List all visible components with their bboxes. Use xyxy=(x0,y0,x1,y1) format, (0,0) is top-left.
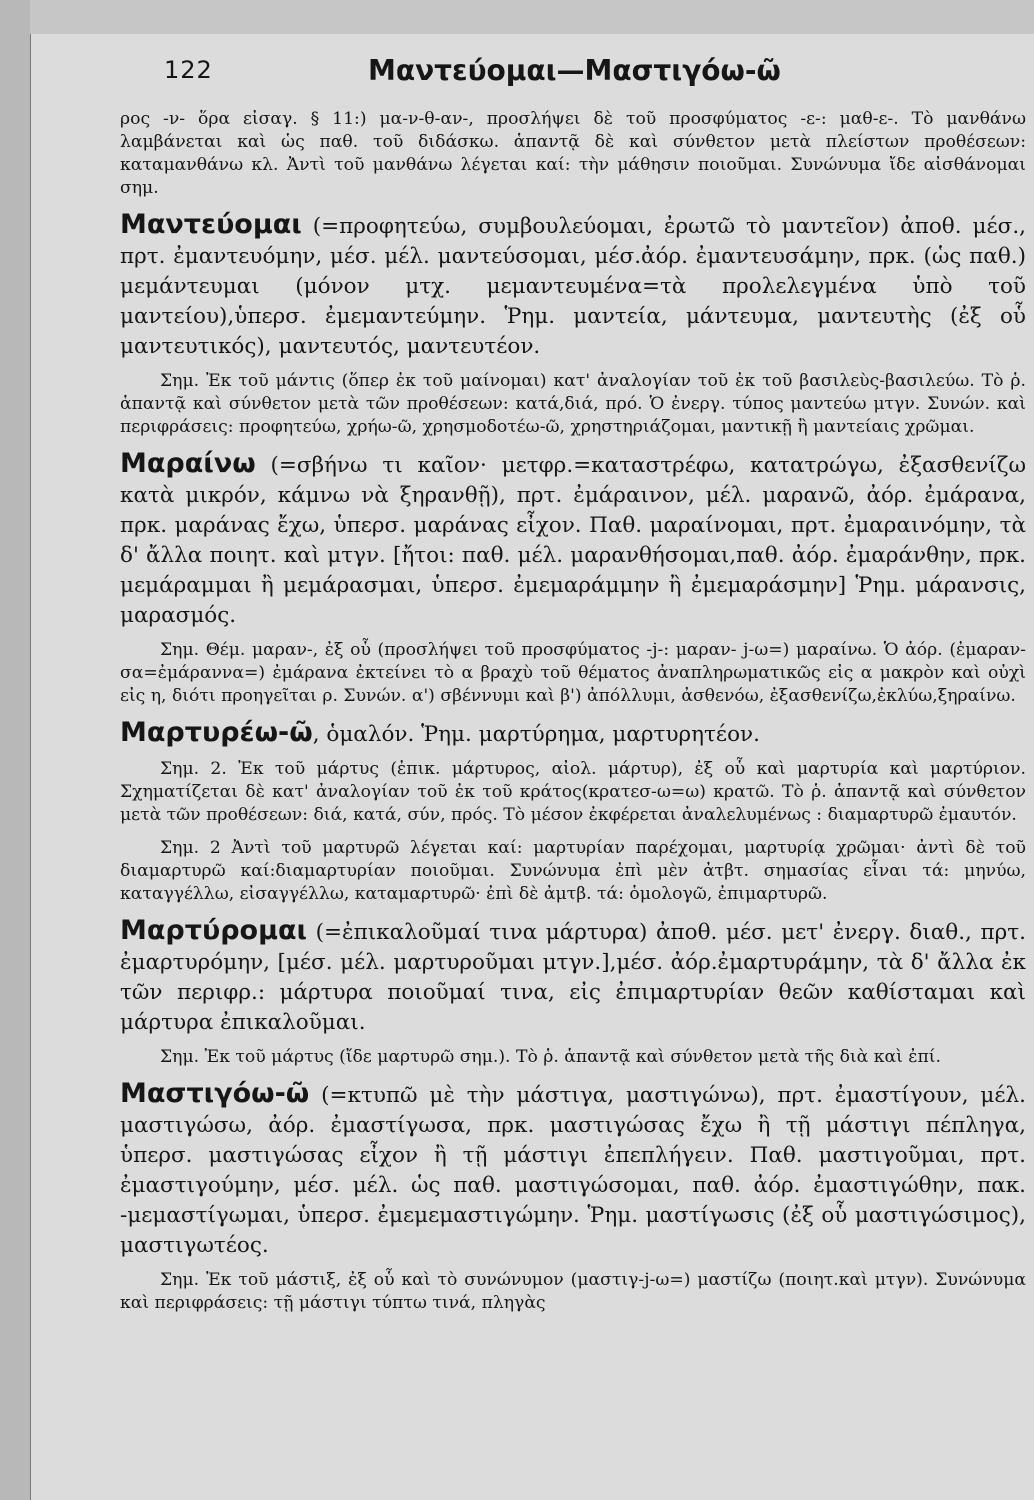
scan-left-margin xyxy=(0,0,30,1500)
entry-note: Σημ. Θέμ. μαραν-, ἐξ οὗ (προσλήψει τοῦ προσφύματος -j-: μαραν- j-ω=) μαραίνω. Ὁ ἀόρ. (ἐμαραν-σα=ἐμάραννα=) ἐμάρανα ἐκτείνει τὸ α βραχὺ τοῦ θέματος ἀναπληρωματικῶς εἰς α μακρὸν καὶ οὐχὶ εἰς η, διότι προηγεῖται ρ. Συνών. α') σβέννυμι καὶ β') ἀπόλλυμι, ἀσθενόω, ἐξασθενίζω,ἐκλύω,ξηραίνω. xyxy=(120,640,1026,706)
page-number: 122 xyxy=(164,56,213,84)
entry-definition: (=ἐπικαλοῦμαί τινα μάρτυρα) ἀποθ. μέσ. μετ' ἐνεργ. διαθ., πρτ. ἐμαρτυρόμην, [μέσ. μέλ. μαρτυροῦμαι μτγν.],μέσ. ἀόρ.ἐμαρτυράμην, τὰ δ' ἄλλα ἐκ τῶν περιφρ.: μάρτυρα ποιοῦμαί τινα, εἰς ἐπιμαρτυρίαν θεῶν καθίσταμαι καὶ μάρτυρα ἐπικαλοῦμαι. xyxy=(120,920,1026,1035)
dictionary-entry xyxy=(120,1079,1026,1315)
entry-note: Σημ. Ἐκ τοῦ μάστιξ, ἐξ οὗ καὶ τὸ συνώνυμον (μαστιγ-j-ω=) μαστίζω (ποιητ.καὶ μτγν). Συνώνυμα καὶ περιφράσεις: τῇ μάστιγι τύπτω τινά, πληγὰς xyxy=(120,1270,1026,1313)
entry-definition: (=προφητεύω, συμβουλεύομαι, ἐρωτῶ τὸ μαντεῖον) ἀποθ. μέσ., πρτ. ἐμαντευόμην, μέσ. μέλ. μαντεύσομαι, μέσ.ἀόρ. ἐμαντευσάμην, πρκ. (ὡς παθ.) μεμάντευμαι (μόνον μτχ. μεμαντευμένα=τὰ προλελεγμένα ὑπὸ τοῦ μαντείου),ὑπερσ. ἐμεμαντεύμην. Ῥημ. μαντεία, μάντευμα, μαντευτὴς (ἐξ οὗ μαντευτικός), μαντευτός, μαντευτέον. xyxy=(120,214,1026,359)
entry-note: Σημ. Ἐκ τοῦ μάρτυς (ἴδε μαρτυρῶ σημ.). Τὸ ῥ. ἁπαντᾷ καὶ σύνθετον μετὰ τῆς διὰ καὶ ἐπί. xyxy=(160,1047,942,1067)
entry-headword: Μαστιγόω-ῶ xyxy=(120,1078,310,1109)
dictionary-entry xyxy=(120,449,1026,708)
entry-definition: , ὁμαλόν. Ῥημ. μαρτύρημα, μαρτυρητέον. xyxy=(312,722,760,747)
page-content xyxy=(120,46,1026,1325)
dictionary-entry xyxy=(120,916,1026,1069)
entry-text xyxy=(120,718,1026,750)
entry-headword: Μαρτυρέω-ῶ xyxy=(120,717,313,748)
dictionary-entry xyxy=(120,718,1026,906)
entry-text xyxy=(120,916,1026,1038)
entry-text xyxy=(120,210,1026,362)
running-header xyxy=(120,46,1026,100)
entry-note: Σημ. 2 Ἀντὶ τοῦ μαρτυρῶ λέγεται καί: μαρτυρίαν παρέχομαι, μαρτυρίᾳ χρῶμαι· ἀντὶ δὲ τοῦ διαμαρτυρῶ καί:διαμαρτυρίαν ποιοῦμαι. Συνώνυμα ἐπὶ μὲν ἀτβτ. σημασίας εἶναι τά: μηνύω, καταγγέλλω, εἰσαγγέλλω, καταμαρτυρῶ· ἐπὶ δὲ ἀμτβ. τά: ὁμολογῶ, ἐπιμαρτυρῶ. xyxy=(120,838,1026,904)
entry-headword: Μαραίνω xyxy=(120,448,256,479)
entry-text xyxy=(120,449,1026,631)
entry-text xyxy=(120,1079,1026,1261)
entry-note: Σημ. Ἐκ τοῦ μάντις (ὅπερ ἐκ τοῦ μαίνομαι) κατ' ἀναλογίαν τοῦ ἐκ τοῦ βασιλεὺς-βασιλεύω. Τὸ ῥ. ἁπαντᾷ καὶ σύνθετον μετὰ τῶν προθέσεων: κατά,διά, πρό. Ὁ ἐνεργ. τύπος μαντεύω μτγν. Συνών. καὶ περιφράσεις: προφητεύω, χρήω-ῶ, χρησμοδοτέω-ῶ, χρηστηριάζομαι, μαντικῇ ἢ μαντείαις χρῶμαι. xyxy=(120,371,1026,437)
page-title: Μαντεύομαι—Μαστιγόω-ῶ xyxy=(368,54,781,87)
entry-definition: (=σβήνω τι καῖον· μετφρ.=καταστρέφω, κατατρώγω, ἐξασθενίζω κατὰ μικρόν, κάμνω νὰ ξηρανθῇ), πρτ. ἐμάραινον, μέλ. μαρανῶ, ἀόρ. ἐμάρανα, πρκ. μαράνας ἔχω, ὑπερσ. μαράνας εἶχον. Παθ. μαραίνομαι, πρτ. ἐμαραινόμην, τὰ δ' ἄλλα ποιητ. καὶ μτγν. [ἤτοι: παθ. μέλ. μαρανθήσομαι,παθ. ἀόρ. ἐμαράνθην, πρκ. μεμάραμμαι ἢ μεμάρασμαι, ὑπερσ. ἐμεμαράμμην ἢ ἐμεμαράσμην] Ῥημ. μάρανσις, μαρασμός. xyxy=(120,453,1026,628)
entry-note: Σημ. 2. Ἐκ τοῦ μάρτυς (ἐπικ. μάρτυρος, αἰολ. μάρτυρ), ἐξ οὗ καὶ μαρτυρία καὶ μαρτύριον. Σχηματίζεται δὲ κατ' ἀναλογίαν τοῦ ἐκ τοῦ κράτος(κρατεσ-ω=ω) κρατῶ. Τὸ ῥ. ἁπαντᾷ καὶ σύνθετον μετὰ τῶν προθέσεων: διά, κατά, σύν, πρός. Τὸ μέσον ἐκφέρεται ἀναλελυμένως : διαμαρτυρῶ ἐμαυτόν. xyxy=(120,759,1026,825)
entry-headword: Μαντεύομαι xyxy=(120,209,302,240)
dictionary-entry xyxy=(120,210,1026,439)
continued-text: ρος -ν- ὅρα εἰσαγ. § 11:) μα-ν-θ-αν-, προσλήψει δὲ τοῦ προσφύματος -ε-: μαθ-ε-. Τὸ μανθάνω λαμβάνεται καὶ ὡς παθ. τοῦ διδάσκω. ἁπαντᾷ δὲ καὶ σύνθετον μετὰ πλείστων προθέσεων: καταμανθάνω κλ. Ἀντὶ τοῦ μανθάνω λέγεται καί: τὴν μάθησιν ποιοῦμαι. Συνώνυμα ἴδε αἰσθάνομαι σημ. xyxy=(120,109,1026,198)
entry-headword: Μαρτύρομαι xyxy=(120,915,308,946)
entry-definition: (=κτυπῶ μὲ τὴν μάστιγα, μαστιγώνω), πρτ. ἐμαστίγουν, μέλ. μαστιγώσω, ἀόρ. ἐμαστίγωσα, πρκ. μαστιγώσας ἔχω ἢ τῇ μάστιγι πέπληγα, ὑπερσ. μαστιγώσας εἶχον ἢ τῇ μάστιγι ἐπεπλήγειν. Παθ. μαστιγοῦμαι, πρτ. ἐμαστιγούμην, μέσ. μέλ. ὡς παθ. μαστιγώσομαι, παθ. ἀόρ. ἐμαστιγώθην, πακ. -μεμαστίγωμαι, ὑπερσ. ἐμεμεμαστιγώμην. Ῥημ. μαστίγωσις (ἐξ οὗ μαστιγώσιμος), μαστιγωτέος. xyxy=(120,1083,1026,1258)
page-edge-line xyxy=(30,34,31,1500)
scan-top-margin xyxy=(0,0,1034,34)
